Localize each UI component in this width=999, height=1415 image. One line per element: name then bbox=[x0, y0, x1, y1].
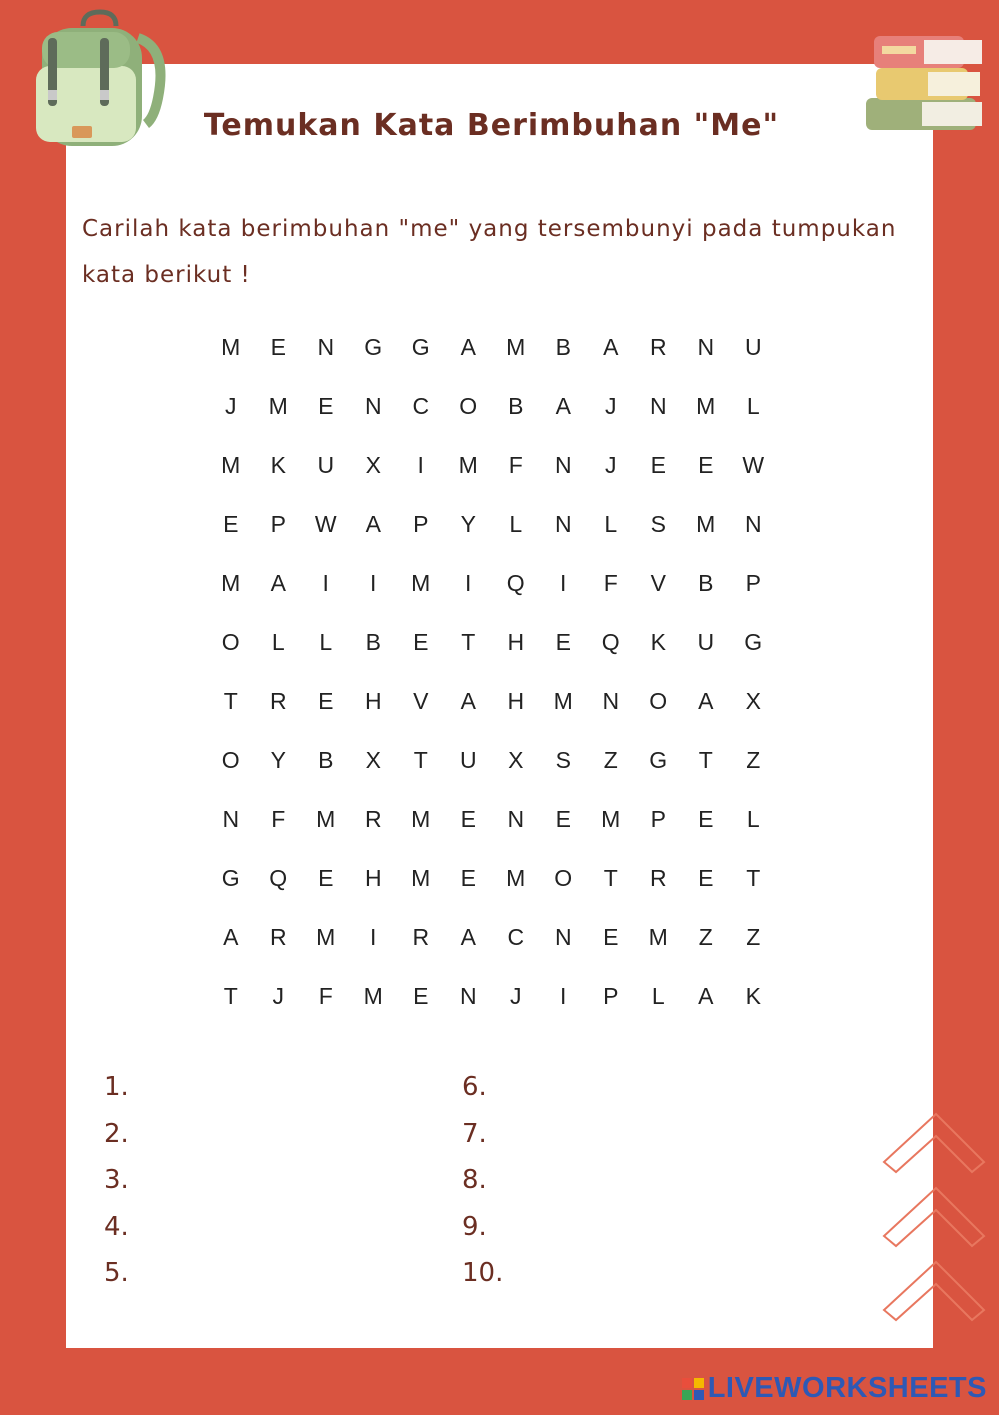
grid-letter[interactable]: G bbox=[221, 865, 240, 891]
grid-letter[interactable]: M bbox=[221, 570, 241, 596]
grid-letter[interactable]: P bbox=[270, 511, 286, 537]
grid-letter[interactable]: R bbox=[412, 924, 430, 950]
grid-letter[interactable]: M bbox=[696, 393, 716, 419]
grid-letter[interactable]: G bbox=[364, 334, 383, 360]
grid-letter[interactable]: M bbox=[553, 688, 573, 714]
grid-letter[interactable]: L bbox=[319, 629, 333, 655]
grid-letter[interactable]: N bbox=[554, 511, 572, 537]
grid-letter[interactable]: E bbox=[698, 865, 714, 891]
grid-letter[interactable]: X bbox=[745, 688, 761, 714]
grid-letter[interactable]: F bbox=[271, 806, 286, 832]
answer-number: 2. bbox=[104, 1118, 129, 1149]
grid-letter[interactable]: M bbox=[268, 393, 288, 419]
grid-letter[interactable]: E bbox=[698, 806, 714, 832]
grid-letter[interactable]: M bbox=[221, 452, 241, 478]
grid-letter[interactable]: L bbox=[604, 511, 618, 537]
grid-letter[interactable]: E bbox=[413, 983, 429, 1009]
grid-letter[interactable]: N bbox=[222, 806, 240, 832]
answer-number: 7. bbox=[462, 1118, 487, 1149]
answer-list-left bbox=[104, 1064, 129, 1297]
grid-letter[interactable]: A bbox=[365, 511, 381, 537]
grid-letter[interactable]: C bbox=[507, 924, 525, 950]
grid-letter[interactable]: H bbox=[507, 629, 525, 655]
answer-number: 3. bbox=[104, 1165, 129, 1195]
answer-number: 1. bbox=[104, 1072, 129, 1102]
answer-number: 10. bbox=[462, 1258, 504, 1288]
grid-letter[interactable]: M bbox=[506, 334, 526, 360]
brand-name: LIVEWORKSHEETS bbox=[707, 1372, 987, 1404]
grid-letter[interactable]: N bbox=[317, 334, 335, 360]
grid-letter[interactable]: M bbox=[601, 806, 621, 832]
grid-letter[interactable]: B bbox=[365, 629, 381, 655]
worksheet-title: Temukan Kata Berimbuhan "Me" bbox=[203, 108, 780, 143]
grid-letter[interactable]: T bbox=[223, 688, 238, 714]
grid-letter[interactable]: A bbox=[460, 924, 476, 950]
grid-letter[interactable]: A bbox=[555, 393, 571, 419]
grid-letter[interactable]: R bbox=[269, 924, 287, 950]
grid-letter[interactable]: U bbox=[317, 452, 335, 478]
grid-letter[interactable]: R bbox=[364, 806, 382, 832]
grid-letter[interactable]: Z bbox=[746, 747, 761, 773]
grid-letter[interactable]: M bbox=[458, 452, 478, 478]
grid-letter[interactable]: E bbox=[603, 924, 619, 950]
chevron-decor bbox=[880, 1110, 990, 1374]
grid-letter[interactable]: M bbox=[696, 511, 716, 537]
grid-letter[interactable]: H bbox=[364, 865, 382, 891]
grid-letter[interactable]: E bbox=[555, 806, 571, 832]
grid-letter[interactable]: L bbox=[271, 629, 285, 655]
word-search-grid[interactable] bbox=[207, 318, 777, 1026]
grid-letter[interactable]: N bbox=[554, 924, 572, 950]
grid-letter[interactable]: Q bbox=[269, 865, 288, 891]
grid-letter[interactable]: U bbox=[459, 747, 477, 773]
grid-letter[interactable]: X bbox=[365, 747, 381, 773]
grid-letter[interactable]: O bbox=[554, 865, 573, 891]
grid-letter[interactable]: B bbox=[318, 747, 334, 773]
grid-letter[interactable]: N bbox=[459, 983, 477, 1009]
grid-letter[interactable]: N bbox=[554, 452, 572, 478]
grid-letter[interactable]: G bbox=[411, 334, 430, 360]
answer-number: 9. bbox=[462, 1211, 487, 1242]
grid-letter[interactable]: R bbox=[269, 688, 287, 714]
grid-letter[interactable]: M bbox=[648, 924, 668, 950]
grid-letter[interactable]: E bbox=[318, 393, 334, 419]
grid-letter[interactable]: J bbox=[605, 452, 617, 478]
grid-letter[interactable]: O bbox=[221, 747, 240, 773]
grid-letter[interactable]: M bbox=[411, 865, 431, 891]
liveworksheets-logo[interactable] bbox=[682, 1372, 987, 1405]
grid-letter[interactable]: N bbox=[507, 806, 525, 832]
grid-letter[interactable]: T bbox=[746, 865, 761, 891]
grid-letter[interactable]: E bbox=[270, 334, 286, 360]
grid-letter[interactable]: T bbox=[603, 865, 618, 891]
grid-letter[interactable]: Y bbox=[460, 511, 476, 537]
grid-letter[interactable]: Z bbox=[698, 924, 713, 950]
grid-letter[interactable]: F bbox=[603, 570, 618, 596]
grid-letter[interactable]: S bbox=[555, 747, 571, 773]
grid-letter[interactable]: M bbox=[411, 806, 431, 832]
grid-letter[interactable]: M bbox=[363, 983, 383, 1009]
grid-letter[interactable]: J bbox=[225, 393, 237, 419]
grid-letter[interactable]: Q bbox=[506, 570, 525, 596]
grid-letter[interactable]: K bbox=[745, 983, 761, 1009]
grid-letter[interactable]: M bbox=[316, 924, 336, 950]
grid-letter[interactable]: M bbox=[506, 865, 526, 891]
grid-letter[interactable]: E bbox=[460, 806, 476, 832]
grid-letter[interactable]: E bbox=[318, 865, 334, 891]
grid-letter[interactable]: Q bbox=[601, 629, 620, 655]
grid-letter[interactable]: A bbox=[698, 688, 714, 714]
grid-letter[interactable]: T bbox=[223, 983, 238, 1009]
grid-letter[interactable]: E bbox=[223, 511, 239, 537]
grid-letter[interactable]: I bbox=[322, 570, 329, 596]
grid-letter[interactable]: Z bbox=[603, 747, 618, 773]
grid-letter[interactable]: C bbox=[412, 393, 430, 419]
grid-letter[interactable]: V bbox=[413, 688, 429, 714]
grid-letter[interactable]: E bbox=[413, 629, 429, 655]
grid-letter[interactable]: R bbox=[649, 865, 667, 891]
grid-letter[interactable]: J bbox=[272, 983, 284, 1009]
grid-letter[interactable]: J bbox=[605, 393, 617, 419]
grid-letter[interactable]: H bbox=[364, 688, 382, 714]
grid-letter[interactable]: B bbox=[555, 334, 571, 360]
grid-letter[interactable]: I bbox=[417, 452, 424, 478]
grid-letter[interactable]: E bbox=[555, 629, 571, 655]
grid-letter[interactable]: M bbox=[411, 570, 431, 596]
grid-letter[interactable]: R bbox=[649, 334, 667, 360]
grid-letter[interactable]: O bbox=[459, 393, 478, 419]
grid-letter[interactable]: L bbox=[746, 806, 760, 832]
grid-letter[interactable]: I bbox=[465, 570, 472, 596]
grid-letter[interactable]: P bbox=[650, 806, 666, 832]
grid-letter[interactable]: T bbox=[461, 629, 476, 655]
grid-letter[interactable]: N bbox=[697, 334, 715, 360]
answer-list-right bbox=[462, 1064, 503, 1297]
grid-letter[interactable]: J bbox=[510, 983, 522, 1009]
grid-letter[interactable]: A bbox=[603, 334, 619, 360]
grid-letter[interactable]: U bbox=[744, 334, 762, 360]
answer-number: 5. bbox=[104, 1258, 129, 1288]
grid-letter[interactable]: H bbox=[507, 688, 525, 714]
grid-letter[interactable]: B bbox=[508, 393, 524, 419]
grid-letter[interactable]: E bbox=[318, 688, 334, 714]
grid-letter[interactable]: M bbox=[221, 334, 241, 360]
grid-letter[interactable]: N bbox=[744, 511, 762, 537]
grid-letter[interactable]: L bbox=[746, 393, 760, 419]
grid-letter[interactable]: L bbox=[651, 983, 665, 1009]
grid-letter[interactable]: G bbox=[649, 747, 668, 773]
grid-letter[interactable]: A bbox=[460, 334, 476, 360]
liveworksheets-logo-icon bbox=[682, 1378, 704, 1400]
grid-letter[interactable]: F bbox=[508, 452, 523, 478]
grid-letter[interactable]: E bbox=[698, 452, 714, 478]
grid-letter[interactable]: M bbox=[316, 806, 336, 832]
grid-letter[interactable]: K bbox=[270, 452, 286, 478]
grid-letter[interactable]: X bbox=[508, 747, 524, 773]
grid-letter[interactable]: X bbox=[365, 452, 381, 478]
grid-letter[interactable]: V bbox=[650, 570, 666, 596]
grid-letter[interactable]: P bbox=[603, 983, 619, 1009]
grid-letter[interactable]: N bbox=[649, 393, 667, 419]
answer-number: 8. bbox=[462, 1165, 487, 1195]
grid-letter[interactable]: P bbox=[745, 570, 761, 596]
grid-letter[interactable]: I bbox=[560, 983, 567, 1009]
grid-letter[interactable]: F bbox=[318, 983, 333, 1009]
grid-letter[interactable]: W bbox=[742, 452, 765, 478]
grid-letter[interactable]: A bbox=[460, 688, 476, 714]
grid-letter[interactable]: I bbox=[370, 924, 377, 950]
grid-letter[interactable]: S bbox=[650, 511, 666, 537]
grid-letter[interactable]: E bbox=[460, 865, 476, 891]
grid-letter[interactable]: N bbox=[602, 688, 620, 714]
grid-letter[interactable]: W bbox=[314, 511, 337, 537]
grid-letter[interactable]: N bbox=[364, 393, 382, 419]
grid-letter[interactable]: L bbox=[509, 511, 523, 537]
answer-number: 6. bbox=[462, 1072, 487, 1102]
grid-letter[interactable]: Y bbox=[270, 747, 286, 773]
grid-letter[interactable]: E bbox=[650, 452, 666, 478]
grid-letter[interactable]: G bbox=[744, 629, 763, 655]
grid-letter[interactable]: O bbox=[649, 688, 668, 714]
grid-letter[interactable]: T bbox=[413, 747, 428, 773]
grid-letter[interactable]: B bbox=[698, 570, 714, 596]
grid-letter[interactable]: O bbox=[221, 629, 240, 655]
grid-letter[interactable]: U bbox=[697, 629, 715, 655]
worksheet-instruction: Carilah kata berimbuhan "me" yang tersembunyi pada tumpukan kata berikut ! bbox=[82, 216, 897, 288]
answer-number: 4. bbox=[104, 1211, 129, 1242]
grid-letter[interactable]: Z bbox=[746, 924, 761, 950]
grid-letter[interactable]: A bbox=[270, 570, 286, 596]
grid-letter[interactable]: I bbox=[370, 570, 377, 596]
grid-letter[interactable]: K bbox=[650, 629, 666, 655]
grid-letter[interactable]: I bbox=[560, 570, 567, 596]
grid-letter[interactable]: A bbox=[698, 983, 714, 1009]
grid-letter[interactable]: P bbox=[413, 511, 429, 537]
grid-letter[interactable]: A bbox=[223, 924, 239, 950]
grid-letter[interactable]: T bbox=[698, 747, 713, 773]
